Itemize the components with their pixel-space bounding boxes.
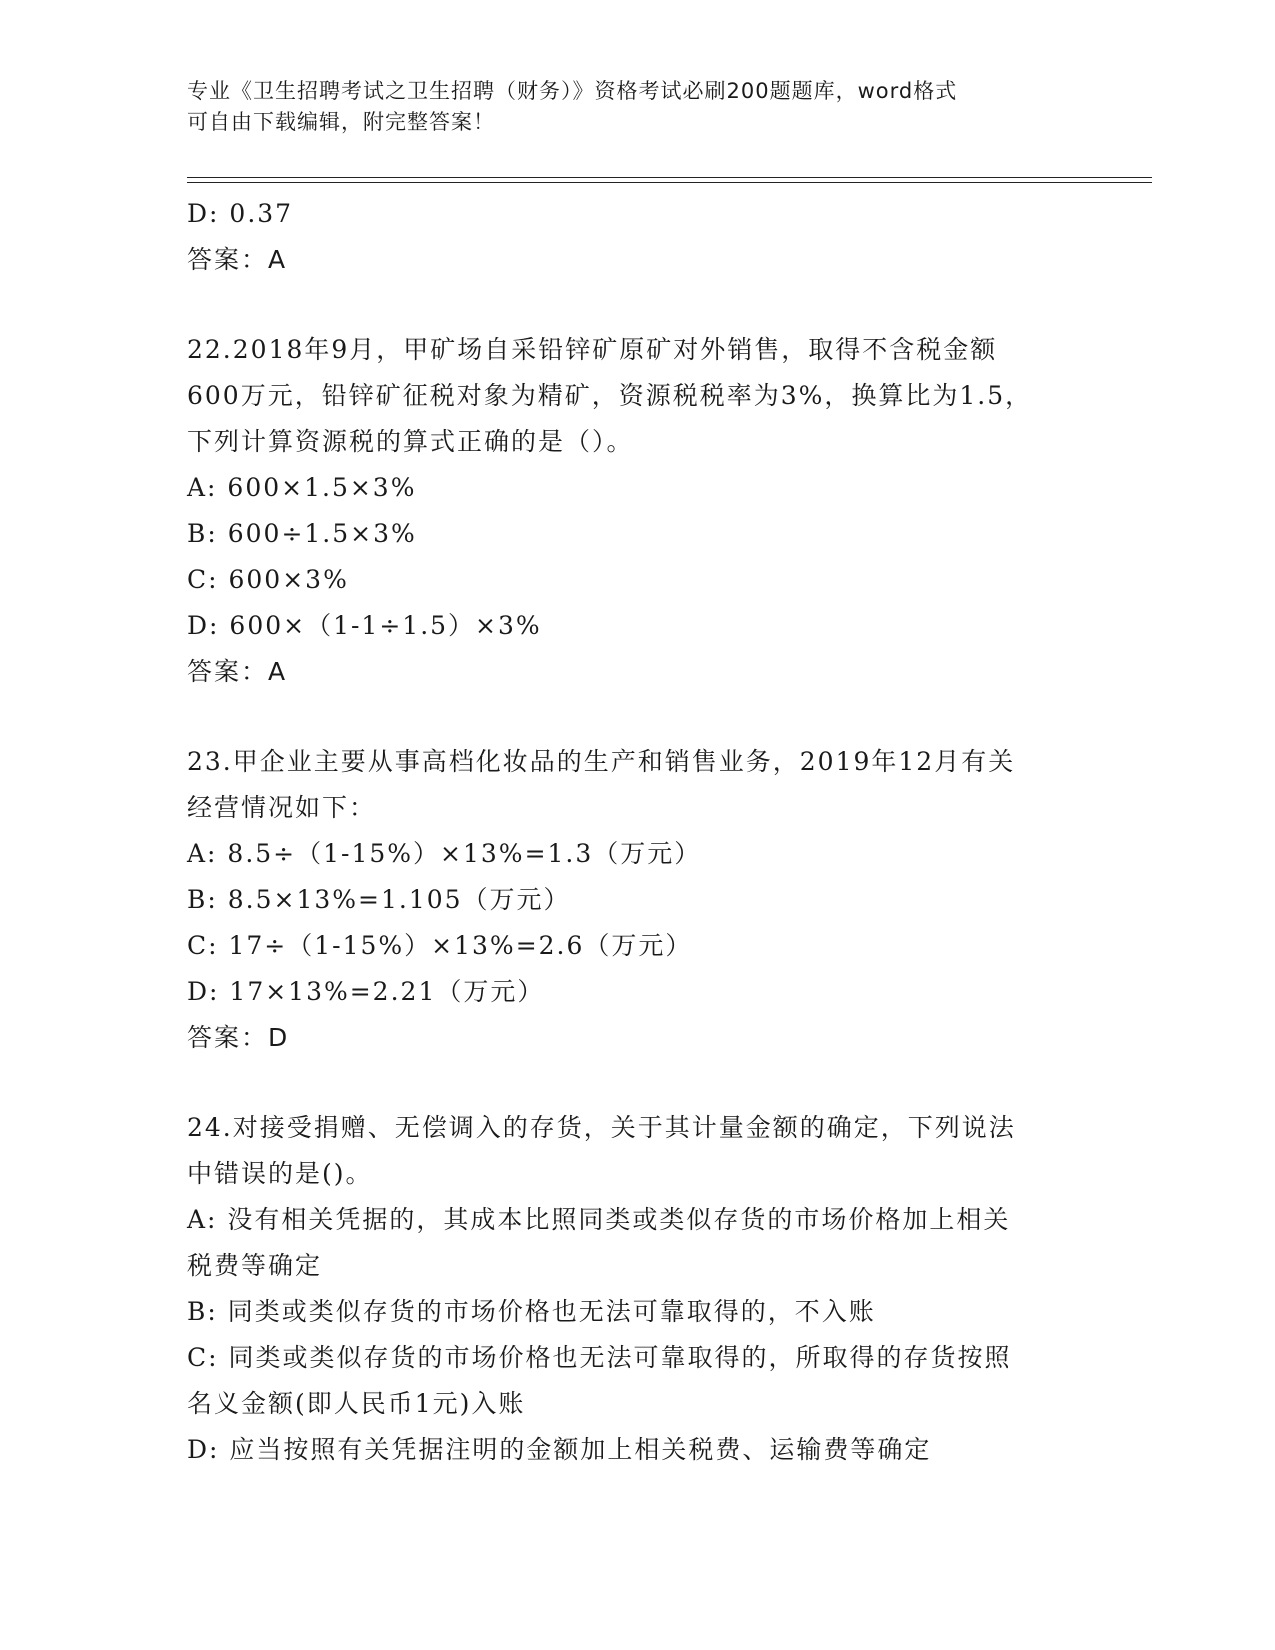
option-c: C: 17÷（1-15%）×13%=2.6（万元）	[187, 931, 693, 960]
header-line-2: 可自由下载编辑，附完整答案！	[187, 110, 495, 134]
option-d: D: 0.37	[187, 199, 294, 228]
question-stem-line: 24.对接受捐赠、无偿调入的存货，关于其计量金额的确定，下列说法	[187, 1113, 1016, 1142]
question-stem-line: 600万元，铅锌矿征税对象为精矿，资源税税率为3%，换算比为1.5，	[187, 381, 1033, 410]
question-stem-line: 23.甲企业主要从事高档化妆品的生产和销售业务，2019年12月有关	[187, 747, 1016, 776]
option-d: D: 17×13%=2.21（万元）	[187, 977, 545, 1006]
option-b: B: 600÷1.5×3%	[187, 519, 417, 548]
option-c: C: 600×3%	[187, 565, 349, 594]
option-c: C: 同类或类似存货的市场价格也无法可靠取得的，所取得的存货按照	[187, 1343, 1012, 1372]
question-22	[187, 327, 1087, 695]
option-b: B: 同类或类似存货的市场价格也无法可靠取得的，不入账	[187, 1297, 876, 1326]
header-divider-bottom	[187, 182, 1152, 183]
option-a: A: 600×1.5×3%	[187, 473, 417, 502]
question-24	[187, 1105, 1087, 1473]
answer-line: 答案：A	[187, 245, 288, 274]
document-header	[187, 76, 1087, 138]
answer-line: 答案：A	[187, 657, 288, 686]
question-stem-line: 下列计算资源税的算式正确的是（）。	[187, 427, 634, 456]
question-content	[187, 191, 1087, 1473]
option-d: D: 应当按照有关凭据注明的金额加上相关税费、运输费等确定	[187, 1435, 932, 1464]
prev-question-tail	[187, 191, 1087, 283]
header-divider-top	[187, 177, 1152, 178]
header-line-1: 专业《卫生招聘考试之卫生招聘（财务）》资格考试必刷200题题库，word格式	[187, 79, 958, 103]
option-c-continued: 名义金额(即人民币1元)入账	[187, 1389, 526, 1418]
question-stem-line: 22.2018年9月，甲矿场自采铅锌矿原矿对外销售，取得不含税金额	[187, 335, 998, 364]
option-a-continued: 税费等确定	[187, 1251, 323, 1280]
option-a: A: 8.5÷（1-15%）×13%=1.3（万元）	[187, 839, 702, 868]
option-b: B: 8.5×13%=1.105（万元）	[187, 885, 571, 914]
option-d: D: 600×（1-1÷1.5）×3%	[187, 611, 542, 640]
question-23	[187, 739, 1087, 1061]
question-stem-line: 经营情况如下：	[187, 793, 377, 822]
question-stem-line: 中错误的是()。	[187, 1159, 373, 1188]
answer-line: 答案：D	[187, 1023, 290, 1052]
option-a: A: 没有相关凭据的，其成本比照同类或类似存货的市场价格加上相关	[187, 1205, 1011, 1234]
